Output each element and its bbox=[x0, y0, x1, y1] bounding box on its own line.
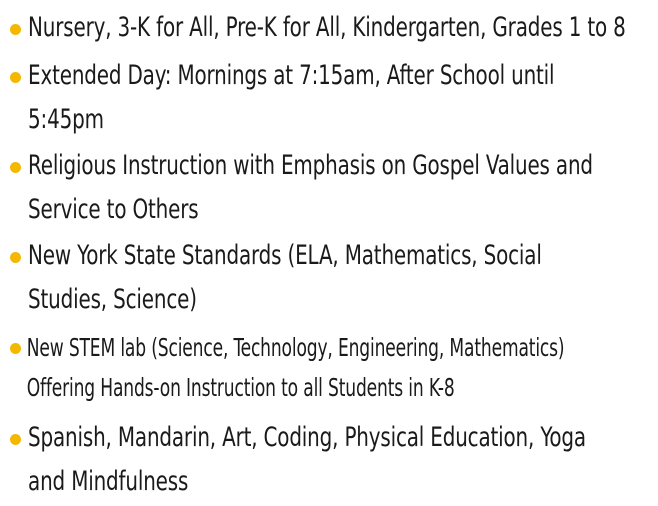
list-item-line: Studies, Science) bbox=[28, 284, 197, 315]
list-item bbox=[10, 144, 650, 232]
list-item bbox=[10, 6, 650, 50]
list-item-line: Spanish, Mandarin, Art, Coding, Physical Education, Yoga bbox=[28, 422, 586, 453]
list-item-line: Offering Hands-on Instruction to all Students in K-8 bbox=[26, 373, 455, 402]
list-item-text bbox=[10, 416, 586, 504]
list-item-line: and Mindfulness bbox=[28, 466, 189, 497]
list-item bbox=[10, 54, 650, 142]
list-item-text bbox=[10, 328, 565, 408]
list-item-line: Service to Others bbox=[28, 194, 199, 225]
list-item bbox=[10, 416, 650, 504]
list-item-line: 5:45pm bbox=[28, 104, 104, 135]
list-item-text bbox=[10, 144, 593, 232]
list-item-text bbox=[10, 54, 555, 142]
list-item-line: Religious Instruction with Emphasis on Gospel Values and bbox=[28, 150, 593, 181]
list-item-text bbox=[10, 6, 626, 50]
list-item-line: New York State Standards (ELA, Mathematics, Social bbox=[28, 240, 542, 271]
list-item-line: Nursery, 3-K for All, Pre-K for All, Kindergarten, Grades 1 to 8 bbox=[28, 12, 626, 43]
list-item-line: Extended Day: Mornings at 7:15am, After School until bbox=[28, 60, 555, 91]
list-item bbox=[10, 328, 650, 408]
list-item bbox=[10, 234, 650, 322]
list-item-text bbox=[10, 234, 542, 322]
list-item-line: New STEM lab (Science, Technology, Engineering, Mathematics) bbox=[26, 333, 565, 362]
